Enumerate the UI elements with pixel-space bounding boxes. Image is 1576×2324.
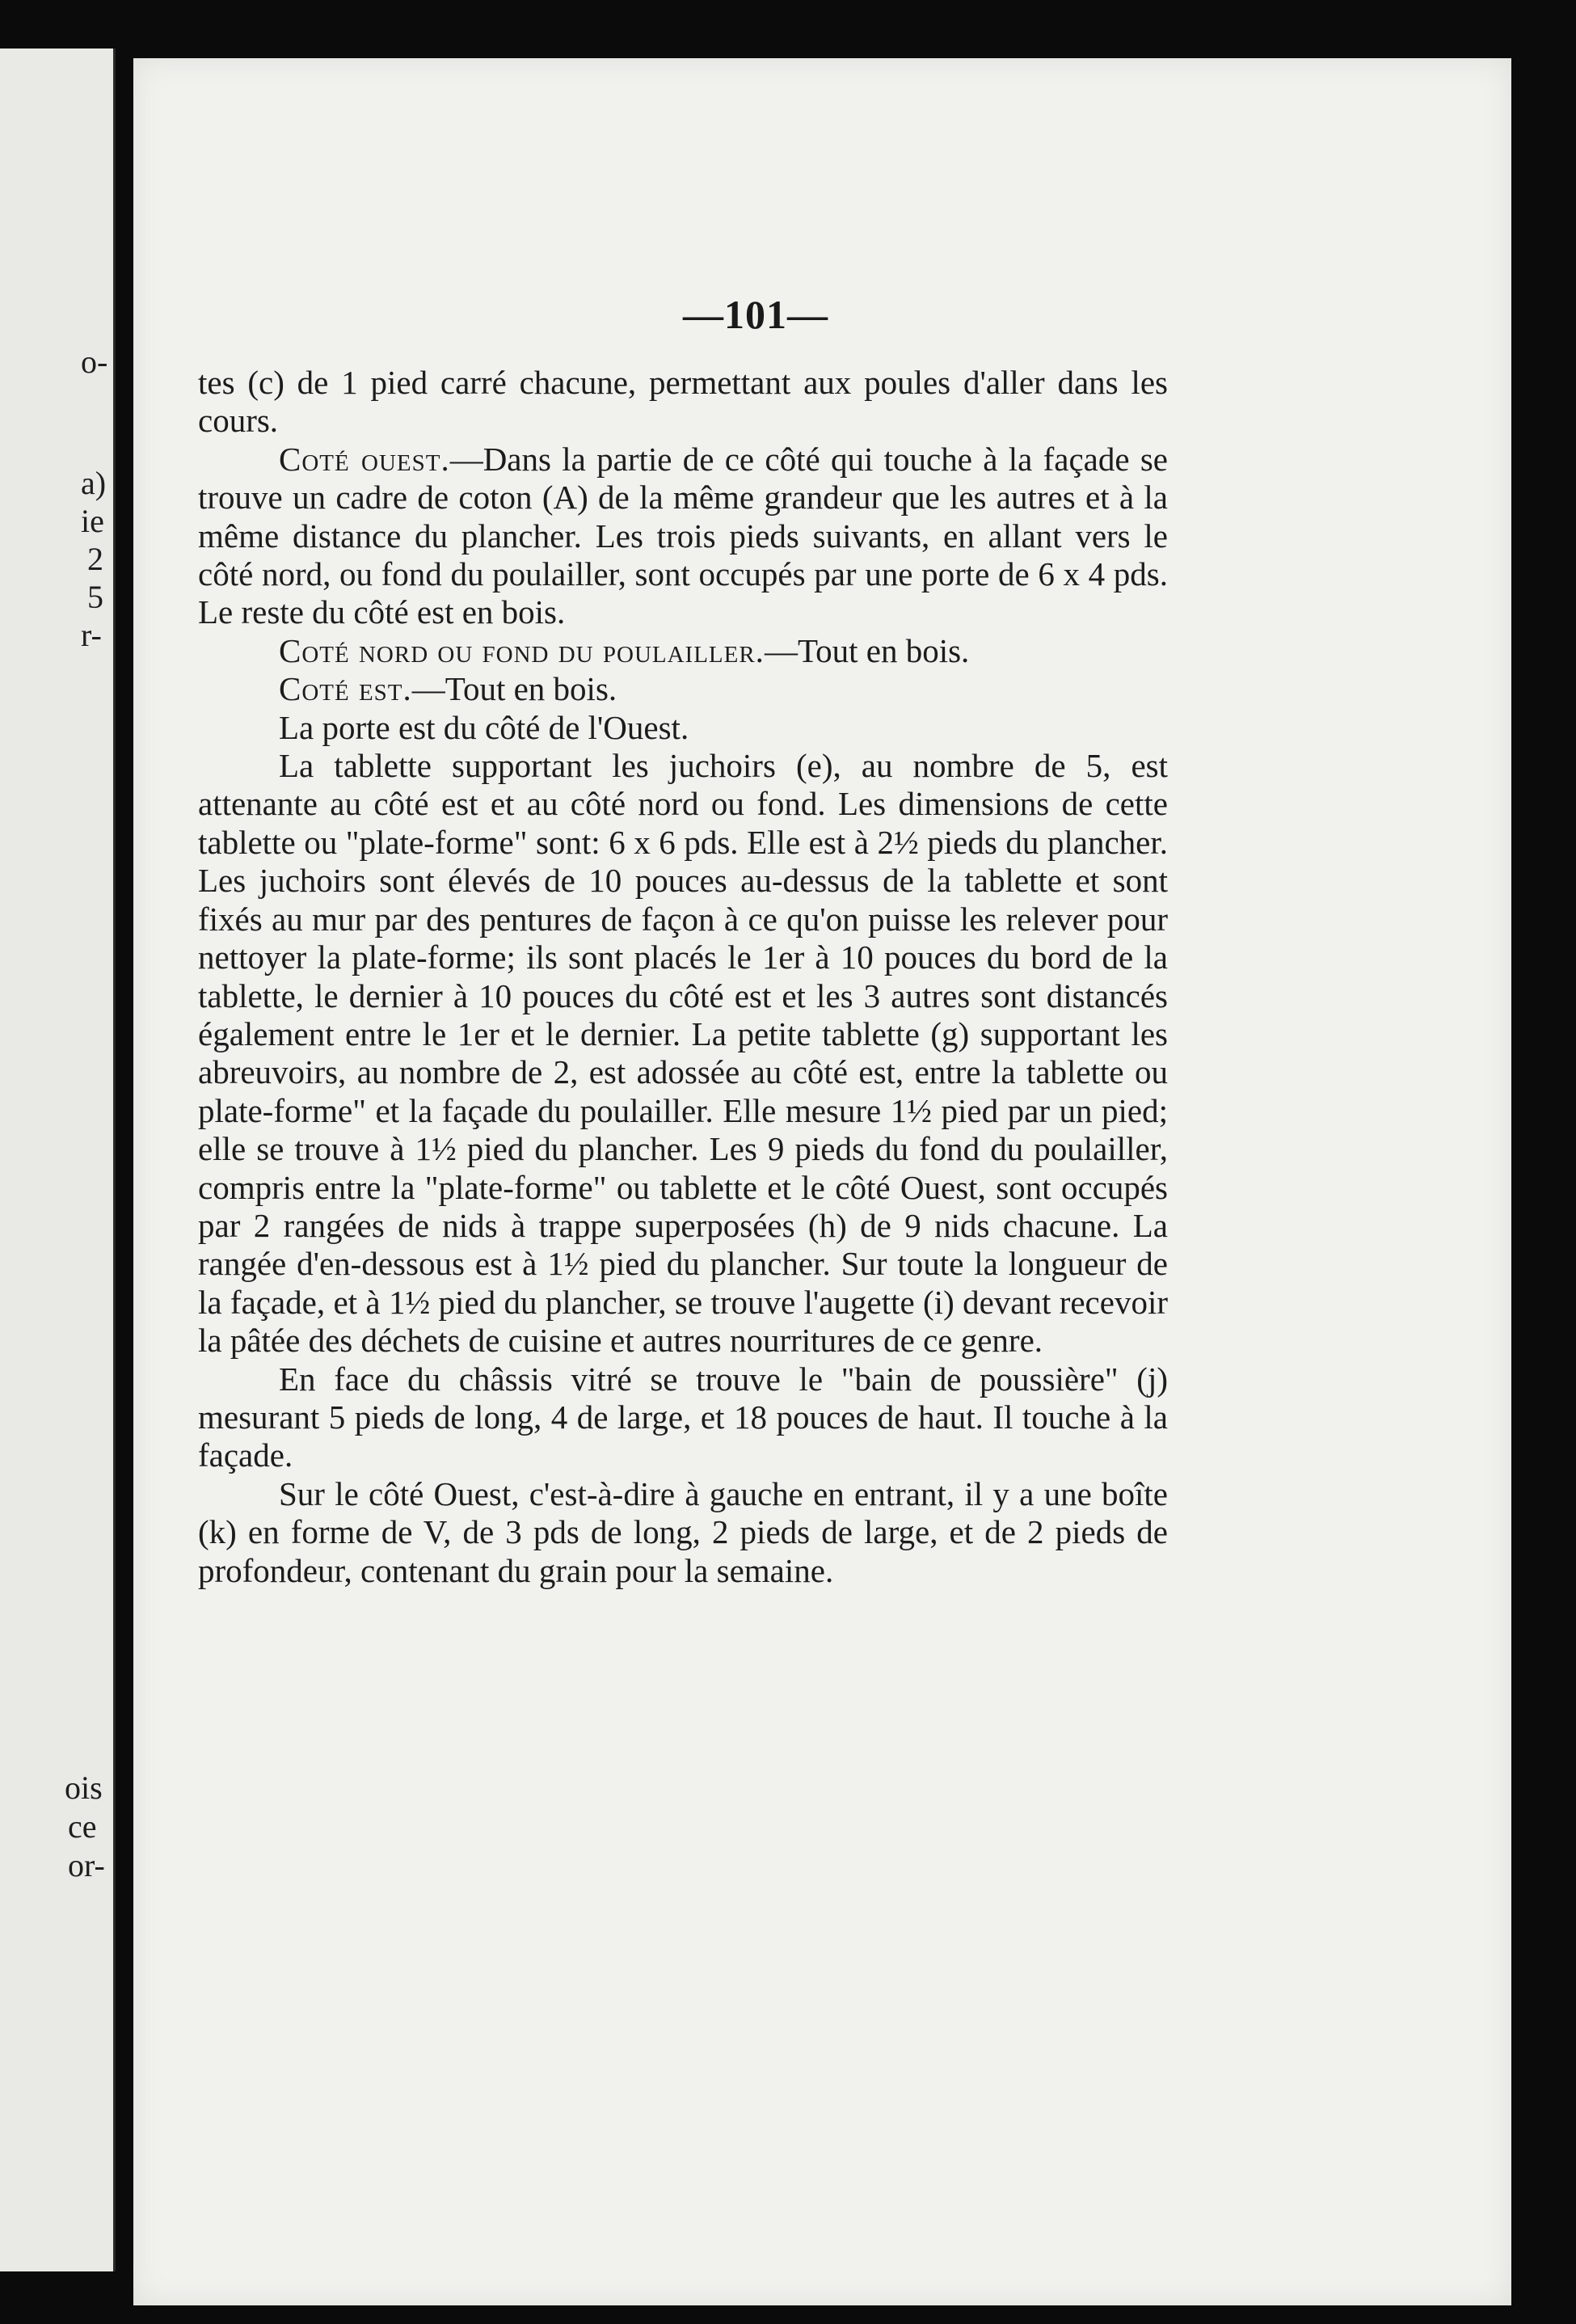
section-heading: Coté est. bbox=[279, 670, 412, 708]
paragraph-text: tes (c) de 1 pied carré chacune, permettant aux poules d'aller dans les cours. bbox=[198, 364, 1168, 440]
body-text bbox=[198, 364, 1168, 1590]
left-fragment: 5 bbox=[87, 579, 103, 615]
paragraph-text: Sur le côté Ouest, c'est-à-dire à gauche en entrant, il y a une boîte (k) en forme de V, de 3 pds de long, 2 pieds de large, et de 2 pieds de profondeur, contenant du grain pour la semaine. bbox=[198, 1474, 1168, 1589]
paragraph bbox=[198, 1475, 1168, 1590]
paragraph bbox=[198, 747, 1168, 1360]
paragraph-text: —Tout en bois. bbox=[411, 670, 617, 708]
left-fragment: r- bbox=[81, 617, 102, 653]
paragraph-text: —Dans la partie de ce côté qui touche à la façade se trouve un cadre de coton (A) de la même grandeur que les autres et à la même distance du plancher. Les trois pieds suivants, en allant vers le côté nord, ou fond du poulailler, sont occupés par une porte de 6 x 4 pds. Le reste du côté est en bois. bbox=[198, 440, 1168, 631]
page-number: —101— bbox=[683, 292, 828, 337]
paragraph bbox=[198, 364, 1168, 441]
section-heading: Coté ouest. bbox=[279, 440, 450, 478]
left-fragment: or- bbox=[68, 1847, 105, 1883]
paragraph-text: —Tout en bois. bbox=[764, 631, 970, 669]
left-fragment: ois bbox=[65, 1769, 103, 1806]
right-page bbox=[133, 58, 1511, 2305]
paragraph-text: La porte est du côté de l'Ouest. bbox=[279, 708, 689, 746]
left-fragment: ce bbox=[68, 1808, 97, 1845]
paragraph bbox=[198, 1360, 1168, 1475]
left-page-edge bbox=[0, 49, 116, 2271]
section-heading: Coté nord ou fond du poulailler. bbox=[279, 631, 765, 669]
paragraph bbox=[198, 709, 1168, 747]
paragraph-cote-nord bbox=[198, 632, 1168, 670]
paragraph-cote-est bbox=[198, 670, 1168, 708]
paragraph-cote-ouest bbox=[198, 441, 1168, 632]
left-fragment: ie bbox=[81, 503, 104, 539]
paragraph-text: La tablette supportant les juchoirs (e), au nombre de 5, est attenante au côté est et au côté nord ou fond. Les dimensions de cette tablette ou "plate-forme" sont: 6 x 6 pds. Elle est à 2½ pieds du plancher. Les juchoirs sont élevés de 10 pouces au-dessus de la tablette et sont fixés au mur par des pentures de façon à ce qu'on puisse les relever pour nettoyer la plate-forme; ils sont placés le 1er à 10 pouces du bord de la tablette, le dernier à 10 pouces du côté est et les 3 autres sont distancés également entre le 1er et le dernier. La petite tablette (g) supportant les abreuvoirs, au nombre de 2, est adossée au côté est, entre la tablette ou plate-forme" et la façade du poulailler. Elle mesure 1½ pied par un pied; elle se trouve à 1½ pied du plancher. Les 9 pieds du fond du poulailler, compris entre la "plate-forme" ou tablette et le côté Ouest, sont occupés par 2 rangées de nids à trappe superposées (h) de 9 nids chacune. La rangée d'en-dessous est à 1½ pied du plancher. Sur toute la longueur de la façade, et à 1½ pied du plancher, se trouve l'augette (i) devant recevoir la pâtée des déchets de cuisine et autres nourritures de ce genre. bbox=[198, 747, 1168, 1360]
left-fragment: a) bbox=[81, 465, 107, 501]
left-fragment: 2 bbox=[87, 541, 103, 577]
paragraph-text: En face du châssis vitré se trouve le "bain de poussière" (j) mesurant 5 pieds de long, 4 de large, et 18 pouces de haut. Il touche à la façade. bbox=[198, 1360, 1168, 1474]
left-fragment: o- bbox=[81, 344, 108, 380]
